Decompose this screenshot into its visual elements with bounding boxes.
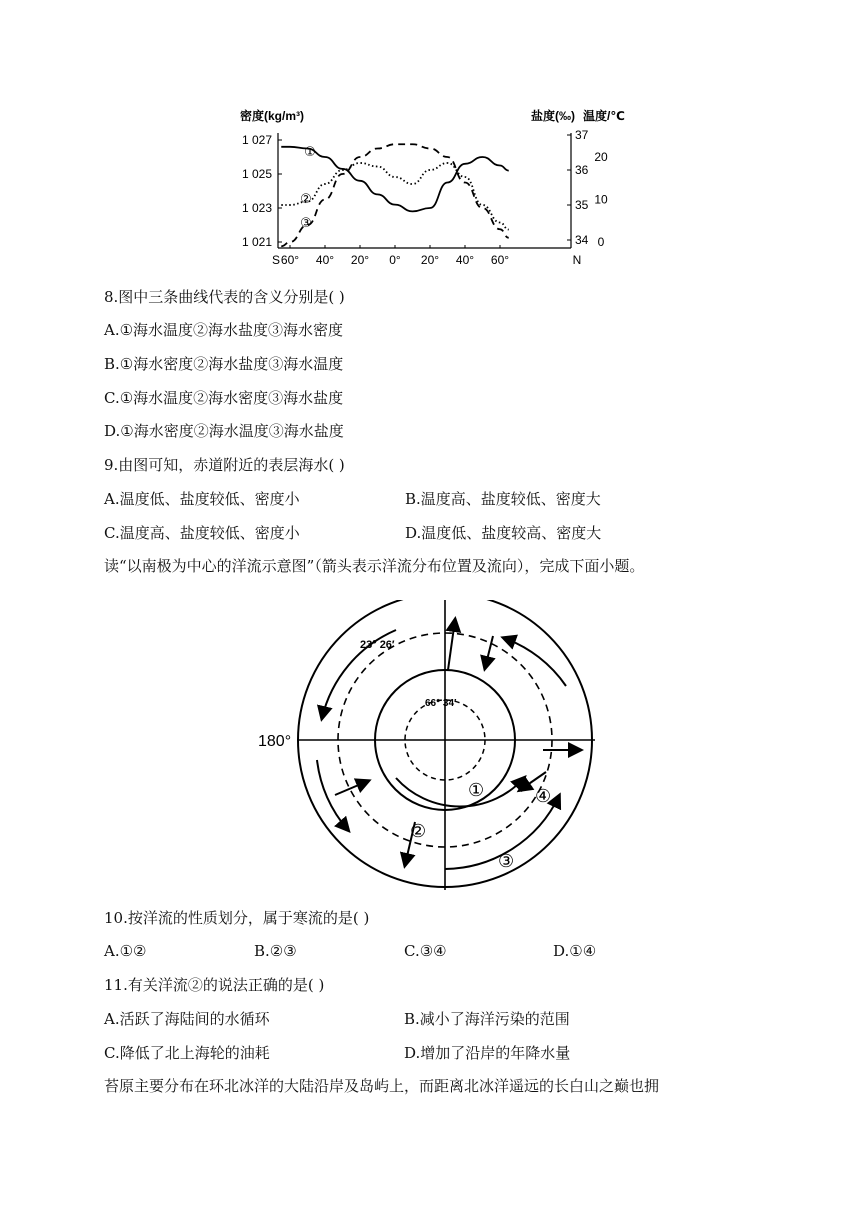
q10-option-c: C.③④ [404, 942, 447, 960]
density-tick-label: 1 027 [241, 133, 272, 147]
right-axis-title-temperature: 温度/℃ [583, 109, 625, 123]
q10-option-a: A.①② [104, 942, 147, 960]
temperature-tick-label: 0 [597, 235, 605, 249]
q10-option-d: D.①④ [553, 942, 597, 960]
curve-labels [300, 144, 316, 230]
density-tick-label: 1 025 [241, 167, 272, 181]
q11-option-d: D.增加了沿岸的年降水量 [404, 1044, 571, 1062]
intro-ocean-currents: 读“以南极为中心的洋流示意图”（箭头表示洋流分布位置及流向），完成下面小题。 [104, 557, 645, 575]
intro-tundra: 苔原主要分布在环北冰洋的大陆沿岸及岛屿上，而距离北冰洋遥远的长白山之巅也拥 [104, 1077, 660, 1095]
ocean-properties-chart [228, 105, 638, 275]
arrow-north-up [448, 620, 455, 670]
ocean-current-diagram [250, 600, 610, 895]
q8-stem: 8.图中三条曲线代表的含义分别是( ) [104, 288, 345, 306]
q11-option-a: A.活跃了海陆间的水循环 [104, 1010, 270, 1028]
curve-label-2: ② [300, 191, 312, 206]
q8-option-b: B.①海水密度②海水盐度③海水温度 [104, 355, 344, 373]
latitude-tick-label: 20° [420, 253, 440, 267]
temperature-tick-label: 10 [594, 192, 608, 207]
curve-label-1: ① [304, 144, 316, 159]
salinity-temperature-ticks [567, 128, 608, 249]
current-label-3: ③ [498, 851, 515, 871]
left-axis-title: 密度(kg/m³) [240, 109, 304, 123]
density-tick-label: 1 023 [241, 201, 272, 215]
label-180: 180° [258, 733, 292, 750]
curves [281, 144, 509, 246]
q8-option-c: C.①海水温度②海水密度③海水盐度 [104, 389, 344, 407]
salinity-tick-label: 35 [575, 198, 589, 212]
current-label-4: ④ [535, 786, 552, 806]
latitude-tick-label: N [572, 253, 582, 267]
q11-stem: 11.有关洋流②的说法正确的是( ) [104, 976, 325, 994]
latitude-tick-label: 40° [455, 253, 475, 267]
latitude-tick-label: 0° [389, 253, 401, 267]
q9-option-d: D.温度低、盐度较高、密度大 [405, 524, 602, 542]
current-label-2: ② [410, 821, 427, 841]
density-ticks [242, 133, 282, 249]
density-tick-label: 1 021 [241, 235, 272, 249]
temperature-tick-label: 20 [594, 150, 608, 164]
q9-option-c: C.温度高、盐度较低、密度小 [104, 524, 300, 542]
salinity-tick-label: 36 [575, 163, 589, 177]
latitude-tick-label: 40° [315, 253, 335, 267]
q9-option-a: A.温度低、盐度较低、密度小 [104, 490, 300, 508]
latitude-tick-label: 60° [280, 253, 300, 267]
q8-option-a: A.①海水温度②海水盐度③海水密度 [104, 321, 344, 339]
q10-stem: 10.按洋流的性质划分，属于寒流的是( ) [104, 909, 370, 927]
curve-label-3: ③ [300, 215, 312, 230]
label-66-34: 66° 34′ [425, 698, 457, 709]
latitude-tick-label: 20° [350, 253, 370, 267]
salinity-tick-label: 34 [575, 233, 589, 247]
q10-option-b: B.②③ [254, 942, 297, 960]
q8-option-d: D.①海水密度②海水温度③海水盐度 [104, 422, 344, 440]
q11-option-c: C.降低了北上海轮的油耗 [104, 1044, 270, 1062]
latitude-tick-label: S [271, 253, 281, 267]
salinity-tick-label: 37 [575, 128, 589, 142]
current-label-1: ① [468, 780, 485, 800]
q9-stem: 9.由图可知，赤道附近的表层海水( ) [104, 456, 345, 474]
q11-option-b: B.减小了海洋污染的范围 [404, 1010, 570, 1028]
q9-option-b: B.温度高、盐度较低、密度大 [405, 490, 601, 508]
latitude-tick-label: 60° [490, 253, 510, 267]
label-23-26: 23° 26′ [360, 639, 395, 651]
right-axis-title-salinity: 盐度(‰) [531, 109, 575, 123]
